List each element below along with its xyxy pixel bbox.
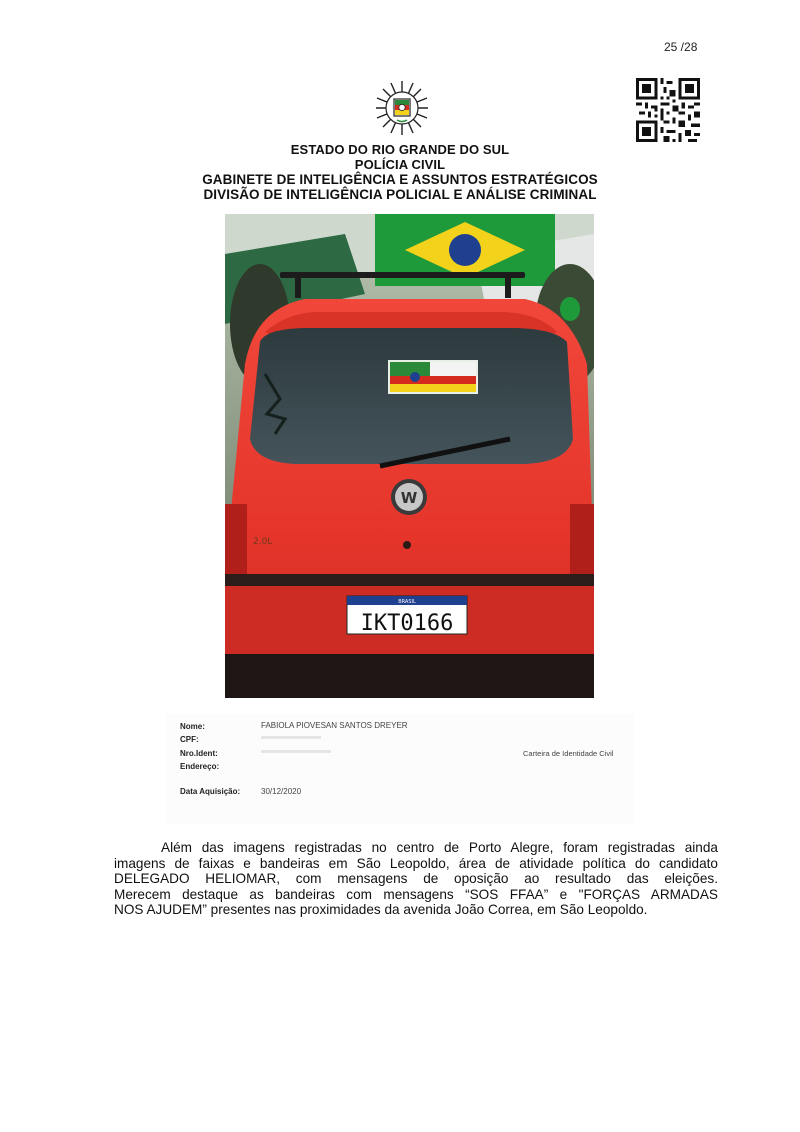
car-badge: 2.0L bbox=[253, 537, 273, 547]
header-cabinet: GABINETE DE INTELIGÊNCIA E ASSUNTOS ESTRATÉGICOS bbox=[202, 172, 598, 187]
header-state: ESTADO DO RIO GRANDE DO SUL bbox=[290, 142, 510, 157]
nome-label: Nome: bbox=[180, 722, 205, 731]
svg-text:W: W bbox=[400, 489, 418, 507]
document-header bbox=[150, 142, 650, 202]
paragraph-line: imagens de faixas e bandeiras em São Leopoldo, área de atividade política do candidato bbox=[114, 855, 718, 871]
endereco-label: Endereço: bbox=[180, 762, 220, 771]
data-aquisicao-label: Data Aquisição: bbox=[180, 787, 241, 796]
qr-code-icon bbox=[636, 78, 700, 142]
state-crest-icon bbox=[374, 79, 430, 137]
vehicle-owner-record bbox=[166, 714, 634, 824]
cpf-redacted bbox=[261, 736, 321, 739]
data-aquisicao-value: 30/12/2020 bbox=[261, 787, 302, 796]
header-police: POLÍCIA CIVIL bbox=[354, 157, 446, 172]
nro-ident-doc-type: Carteira de Identidade Civil bbox=[523, 749, 614, 758]
paragraph-line: NOS AJUDEM” presentes nas proximidades da avenida João Correa, em São Leopoldo. bbox=[114, 902, 648, 918]
header-division: DIVISÃO DE INTELIGÊNCIA POLICIAL E ANÁLISE CRIMINAL bbox=[203, 187, 597, 202]
nro-ident-label: Nro.Ident: bbox=[180, 749, 218, 758]
paragraph-line: DELEGADO HELIOMAR, com mensagens de oposição ao resultado das eleições. bbox=[114, 871, 718, 887]
plate-text: IKT0166 bbox=[360, 611, 454, 636]
body-paragraph bbox=[114, 840, 718, 918]
paragraph-line: Além das imagens registradas no centro de Porto Alegre, foram registradas ainda bbox=[161, 840, 718, 855]
page-number: 25 /28 bbox=[664, 40, 698, 54]
nome-value: FABIOLA PIOVESAN SANTOS DREYER bbox=[261, 721, 408, 730]
cpf-label: CPF: bbox=[180, 735, 199, 744]
paragraph-line: Merecem destaque as bandeiras com mensagens “SOS FFAA” e "FORÇAS ARMADAS bbox=[114, 886, 718, 902]
car-photo bbox=[225, 214, 594, 698]
plate-country: BRASIL bbox=[398, 599, 416, 605]
nro-ident-redacted bbox=[261, 750, 331, 753]
